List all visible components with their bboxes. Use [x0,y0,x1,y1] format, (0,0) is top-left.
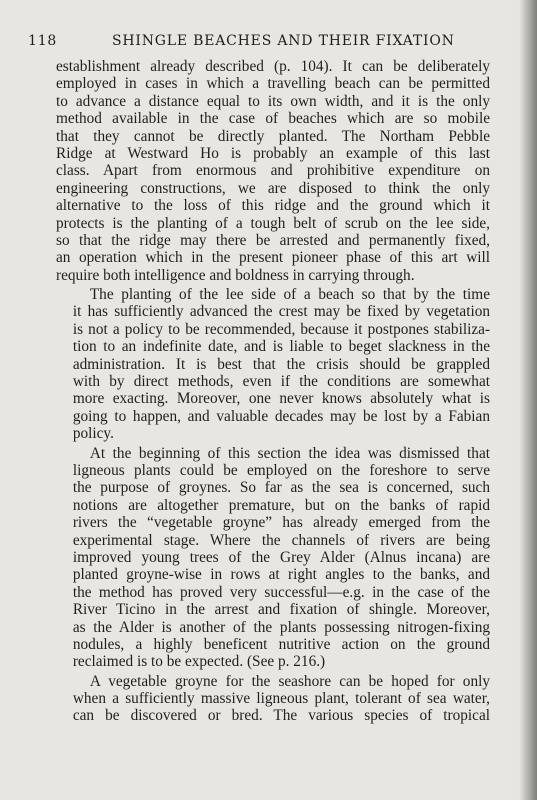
text-line: employed in cases in which a travelling beach can be permitted [56,75,490,93]
text-line: that they cannot be directly planted. The Northam Pebble [56,127,490,145]
text-line: with by direct methods, even if the conditions are somewhat [72,373,490,391]
text-line: improved young trees of the Grey Alder (Alnus incana) are [72,548,490,566]
text-line: At the beginning of this section the idea was dismissed that [89,444,490,462]
text-line: A vegetable groyne for the seashore can be hoped for only [89,672,490,690]
text-line: alternative to the loss of this ridge and the ground which it [56,197,490,215]
text-line: policy. [72,425,114,443]
text-line: class. Apart from enormous and prohibitive expenditure on [56,162,490,180]
text-line: Ridge at Westward Ho is probably an example of this last [56,144,490,162]
text-line: when a sufficiently massive ligneous plant, tolerant of sea water, [72,690,490,708]
text-line: nodules, a highly beneficent nutritive action on the ground [72,635,490,653]
text-line: establishment already described (p. 104). It can be deliberately [56,58,490,75]
text-line: ligneous plants could be employed on the foreshore to serve [72,461,490,479]
text-line: to advance a distance equal to its own width, and it is the only [56,92,490,110]
text-line: notions are altogether premature, but on the banks of rapid [72,496,490,514]
text-line: as the Alder is another of the plants possessing nitrogen-fixing [72,618,490,636]
text-line: the purpose of groynes. So far as the sea is concerned, such [72,479,490,497]
page-number: 118 [28,33,58,49]
text-line: experimental stage. Where the channels of rivers are being [72,531,490,549]
text-line: administration. It is best that the crisis should be grappled [72,355,490,373]
text-line: it has sufficiently advanced the crest may be fixed by vegetation [72,303,490,321]
text-line: planted groyne-wise in rows at right angles to the banks, and [72,566,490,584]
text-line: so that the ridge may there be arrested and permanently fixed, [56,231,490,249]
paragraph [56,445,490,671]
text-line: an operation which in the present pioneer phase of this art will [56,249,490,267]
paragraph [56,673,490,725]
text-line: protects is the planting of a tough belt of scrub on the lee side, [56,214,490,232]
text-line: going to happen, and valuable decades may be lost by a Fabian [72,407,490,425]
text-line: engineering constructions, we are disposed to think the only [56,179,490,197]
text-line: is not a policy to be recommended, because it postpones stabiliza- [72,320,490,338]
paragraph [56,58,490,284]
text-line: the method has proved very successful—e.g. in the case of the [72,583,490,601]
text-line: can be discovered or bred. The various species of tropical [72,707,490,725]
text-line: rivers the “vegetable groyne” has already emerged from the [72,514,490,532]
text-line: tion to an indefinite date, and is liable to beget slackness in the [72,338,490,356]
text-line: The planting of the lee side of a beach so that by the time [89,286,490,304]
text-line: method available in the case of beaches which are so mobile [56,110,490,128]
running-title: SHINGLE BEACHES AND THEIR FIXATION [112,33,455,49]
text-line: reclaimed is to be expected. (See p. 216.) [72,653,326,671]
text-line: River Ticino in the arrest and fixation of shingle. Moreover, [72,601,490,619]
paragraph [56,286,490,443]
text-line: require both intelligence and boldness in carrying through. [56,266,415,284]
body-text [56,58,490,725]
text-line: more exacting. Moreover, one never knows absolutely what is [72,390,490,408]
